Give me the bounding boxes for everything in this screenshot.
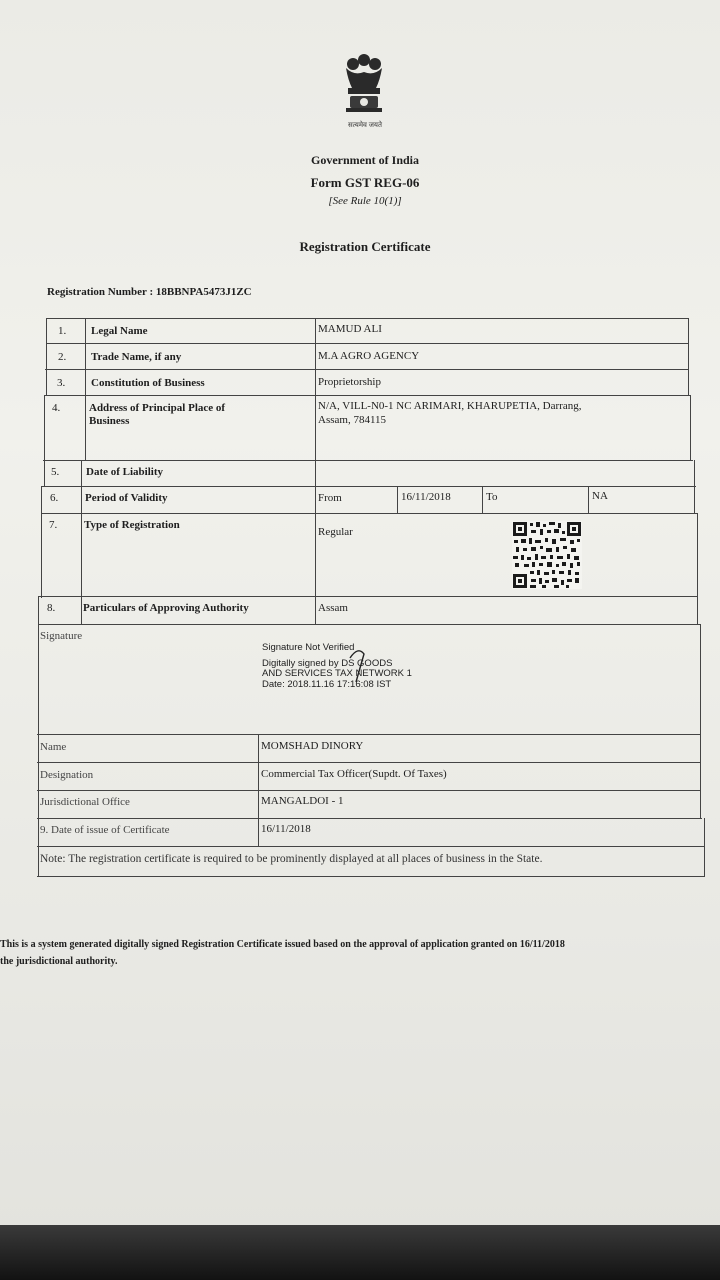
row-number: 4. [52, 402, 61, 414]
qr-code-icon [512, 521, 582, 589]
signature-tick-icon [330, 638, 390, 698]
trade-name-value: M.A AGRO AGENCY [318, 350, 420, 362]
designation-value: Commercial Tax Officer(Supdt. Of Taxes) [261, 768, 447, 780]
row-number: 7. [49, 519, 58, 531]
officer-name-value: MOMSHAD DINORY [261, 740, 364, 752]
date-of-issue-label: 9. Date of issue of Certificate [40, 824, 170, 836]
legal-name-value: MAMUD ALI [318, 323, 382, 335]
signature-signer-line2: AND SERVICES TAX NETWORK 1 [262, 668, 412, 679]
type-of-registration-label: Type of Registration [84, 519, 180, 531]
approving-authority-label: Particulars of Approving Authority [83, 602, 249, 614]
signature-signer-line1: Digitally signed by DS GOODS [262, 658, 393, 669]
display-note: Note: The registration certificate is required to be prominently displayed at all places of business in the State. [40, 853, 543, 865]
form-title: Form GST REG-06 [310, 175, 420, 190]
address-label-line1: Address of Principal Place of [89, 402, 226, 414]
row-number: 8. [47, 602, 56, 614]
footer-line2: the jurisdictional authority. [0, 956, 118, 967]
designation-label: Designation [40, 769, 94, 781]
footer-line1: This is a system generated digitally signed Registration Certificate issued based on the approval of application granted on 16/11/2018 [0, 939, 565, 950]
constitution-label: Constitution of Business [91, 377, 205, 389]
date-of-liability-label: Date of Liability [86, 466, 163, 478]
national-emblem-icon [334, 50, 394, 120]
row-number: 3. [57, 377, 66, 389]
validity-to-label: To [486, 491, 498, 503]
constitution-value: Proprietorship [318, 376, 381, 388]
government-heading: Government of India [311, 153, 419, 167]
jurisdictional-office-label: Jurisdictional Office [40, 796, 130, 808]
address-value-line2: Assam, 784115 [318, 414, 387, 426]
jurisdictional-office-value: MANGALDOI - 1 [261, 795, 344, 807]
signature-status: Signature Not Verified [262, 642, 355, 653]
address-label-line2: Business [89, 415, 130, 427]
rule-reference: [See Rule 10(1)] [328, 195, 402, 207]
registration-number: Registration Number : 18BBNPA5473J1ZC [47, 286, 252, 298]
row-number: 5. [51, 466, 60, 478]
date-of-issue-value: 16/11/2018 [261, 823, 311, 835]
trade-name-label: Trade Name, if any [91, 351, 182, 363]
legal-name-label: Legal Name [91, 325, 148, 337]
type-of-registration-value: Regular [318, 526, 353, 538]
photo-background-shadow [0, 1225, 720, 1280]
emblem-caption: सत्यमेव जयते [348, 121, 382, 129]
row-number: 1. [58, 325, 67, 337]
row-number: 2. [58, 351, 67, 363]
system-generated-footer [0, 936, 565, 970]
address-value-line1: N/A, VILL-N0-1 NC ARIMARI, KHARUPETIA, Darrang, [318, 400, 582, 412]
row-number: 6. [50, 492, 59, 504]
signature-date: Date: 2018.11.16 17:16:08 IST [262, 679, 392, 690]
validity-to-value: NA [592, 490, 608, 502]
certificate-title: Registration Certificate [299, 239, 431, 254]
approving-authority-value: Assam [318, 602, 348, 614]
validity-from-value: 16/11/2018 [401, 491, 451, 503]
validity-from-label: From [318, 492, 342, 504]
period-of-validity-label: Period of Validity [85, 492, 168, 504]
signature-label: Signature [40, 630, 83, 642]
officer-name-label: Name [40, 741, 67, 753]
